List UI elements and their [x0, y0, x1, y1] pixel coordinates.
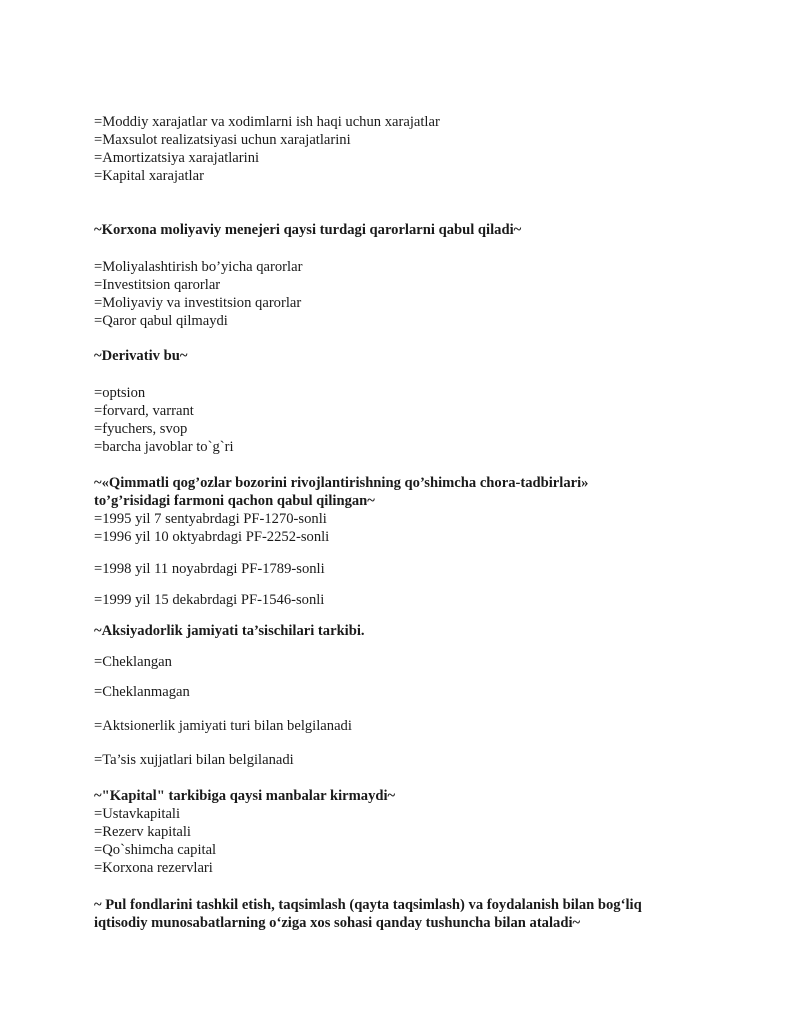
question-text: ~Derivativ bu~: [94, 348, 188, 364]
answer-option: =1999 yil 15 dekabrdagi PF-1546-sonli: [94, 592, 325, 608]
answer-option: =Moddiy xarajatlar va xodimlarni ish haqi uchun xarajatlar: [94, 114, 440, 130]
answer-option: =Qaror qabul qilmaydi: [94, 313, 228, 329]
answer-option: =1996 yil 10 oktyabrdagi PF-2252-sonli: [94, 529, 330, 545]
answer-option: =optsion: [94, 385, 146, 401]
question-text: to’g’risidagi farmoni qachon qabul qilingan~: [94, 493, 375, 509]
answer-option: =Kapital xarajatlar: [94, 168, 204, 184]
answer-option: =Qo`shimcha capital: [94, 842, 217, 858]
answer-option: =1998 yil 11 noyabrdagi PF-1789-sonli: [94, 561, 325, 577]
question-text: ~Korxona moliyaviy menejeri qaysi turdagi qarorlarni qabul qiladi~: [94, 222, 522, 238]
question-text: iqtisodiy munosabatlarning o‘ziga xos sohasi qanday tushuncha bilan ataladi~: [94, 915, 581, 931]
answer-option: =Rezerv kapitali: [94, 824, 191, 840]
answer-option: =fyuchers, svop: [94, 421, 188, 437]
answer-option: =Cheklangan: [94, 654, 172, 670]
question-text: ~ Pul fondlarini tashkil etish, taqsimlash (qayta taqsimlash) va foydalanish bilan bog‘liq: [94, 897, 642, 913]
answer-option: =Investitsion qarorlar: [94, 277, 221, 293]
answer-option: =Moliyaviy va investitsion qarorlar: [94, 295, 302, 311]
answer-option: =Moliyalashtirish bo’yicha qarorlar: [94, 259, 303, 275]
answer-option: =Amortizatsiya xarajatlarini: [94, 150, 260, 166]
question-text: ~«Qimmatli qog’ozlar bozorini rivojlantirishning qo’shimcha chora-tadbirlari»: [94, 475, 589, 491]
question-text: ~Aksiyadorlik jamiyati ta’sischilari tarkibi.: [94, 623, 365, 639]
answer-option: =Maxsulot realizatsiyasi uchun xarajatlarini: [94, 132, 351, 148]
question-text: ~"Kapital" tarkibiga qaysi manbalar kirmaydi~: [94, 788, 396, 804]
answer-option: =Ta’sis xujjatlari bilan belgilanadi: [94, 752, 294, 768]
answer-option: =barcha javoblar to`g`ri: [94, 439, 234, 455]
answer-option: =Korxona rezervlari: [94, 860, 213, 876]
answer-option: =Aktsionerlik jamiyati turi bilan belgilanadi: [94, 718, 352, 734]
answer-option: =Ustavkapitali: [94, 806, 181, 822]
answer-option: =1995 yil 7 sentyabrdagi PF-1270-sonli: [94, 511, 327, 527]
answer-option: =forvard, varrant: [94, 403, 194, 419]
answer-option: =Cheklanmagan: [94, 684, 190, 700]
